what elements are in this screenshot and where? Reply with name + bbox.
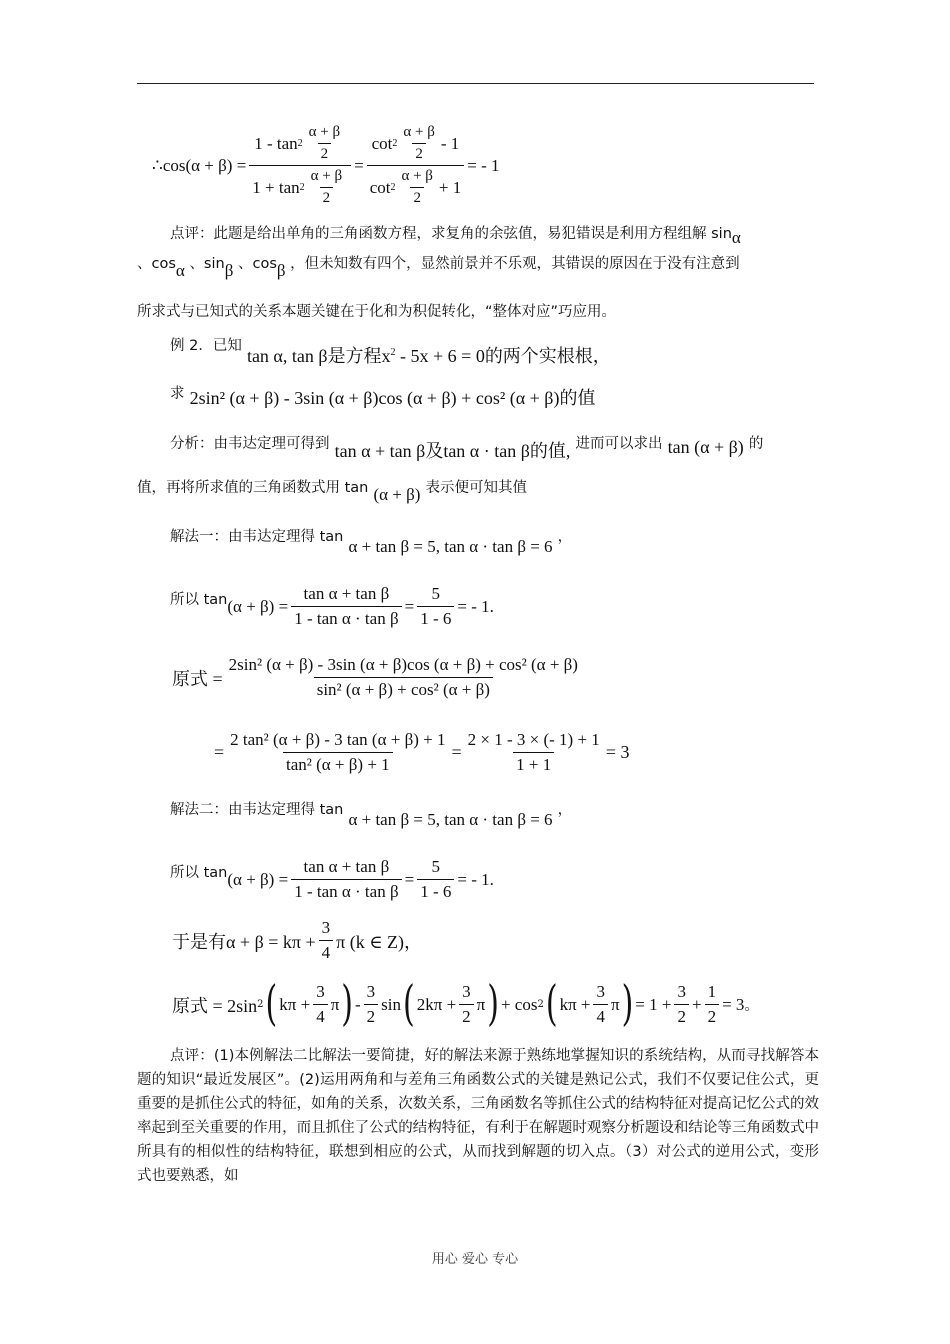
- solution1-tan-form: = $\frac{\text{2 tan² (α + β) - 3 tan (α + β) + 1}}{\text{tan² (α + β) + 1}}$ = $\frac{2 \times 1 - 3 \times (- 1) + 1}{1 + 1}$ = 3: [214, 730, 630, 774]
- analysis-line2: 值，再将所求值的三角函数式用 tan (α + β) 表示便可知其值: [137, 480, 528, 504]
- fraction-tan: 1 - tan 2 $\frac{\alpha + \beta}{2}$ 1 + tan 2 $\frac{\alpha + \beta}{2}$: [249, 124, 351, 207]
- comment2-paragraph: 点评：(1)本例解法二比解法一要简捷，好的解法来源于熟练地掌握知识的系统结构，从而寻找解答本题的知识“最近发展区”。(2)运用两角和与差角三角函数公式的关键是熟记公式，我们不仅要记住公式，更重要的是抓住公式的特征，如角的关系，次数关系，三角函数名等抓住公式的结构特征对提高记忆公式的效率起到至关重要的作用，而且抓住了公式的结构特征，有利于在解题时观察分析题设和结论等三角函数式中所具有的相似性的结构特征，联想到相应的公式，从而找到解题的切入点。（3）对公式的逆用公式，变形式也要熟悉，如: [137, 1048, 819, 1184]
- comment1-line2: 、cosα 、sinβ 、cosβ ，但未知数有四个，显然前景并不乐观，其错误的原因在于没有注意到: [137, 256, 740, 280]
- example2-question: 求 2sin² (α + β) - 3sin (α + β)cos (α + β) + cos² (α + β)的值: [170, 386, 596, 408]
- formula-cos-sum: ∴cos(α + β) = 1 - tan 2 $\frac{\alpha + \beta}{2}$ 1 + tan 2 $\frac{\alpha + \beta}{2}$ = cot 2 $\frac{\alpha + \beta}{2}$ - 1 cot 2 $\frac{\alpha + \beta}{2}$ + 1 = - 1: [152, 124, 500, 206]
- solution2-tan-sum: 所以 tan (α + β) = $\frac{\text{tan α + tan β}}{\text{1 - tan α · tan β}}$ = $\frac{5}{1 - 6}$ = - 1.: [170, 857, 494, 901]
- solution1-original-expr: 原式 = $\frac{\text{2sin² (α + β) - 3sin (α + β)cos (α + β) + cos² (α + β)}}{\text{sin² (α + β) + cos² (α + β)}}$: [172, 655, 578, 699]
- formula-lhs: ∴cos(α + β) =: [152, 155, 247, 175]
- solution1-vieta: 解法一：由韦达定理得 tan α + tan β = 5, tan α · tan β = 6 ，: [170, 529, 573, 556]
- example2-statement: 例 2．已知 tan α, tan β是方程$x^2 - 5x + 6 = 0$的两个实根根，: [170, 338, 611, 366]
- fraction-cot: cot 2 $\frac{\alpha + \beta}{2}$ - 1 cot 2 $\frac{\alpha + \beta}{2}$ + 1: [367, 124, 465, 207]
- analysis-line1: 分析：由韦达定理可得到 tan α + tan β及tan α · tan β的值, 进而可以求出 tan (α + β) 的: [170, 436, 764, 461]
- comment1-line3: 所求式与已知式的关系本题关键在于化和为积促转化，“整体对应”巧应用。: [137, 304, 617, 320]
- page-footer: 用心 爱心 专心: [431, 1252, 519, 1267]
- solution1-tan-sum: 所以 tan (α + β) = $\frac{\text{tan α + tan β}}{\text{1 - tan α · tan β}}$ = $\frac{5}{1 - 6}$ = - 1.: [170, 584, 494, 628]
- header-rule: [137, 83, 814, 84]
- solution2-original-expr: 原式 = 2sin 2 ( kπ + $\frac{3}{4}$ π ) - $\frac{3}{2}$ sin ( 2kπ + $\frac{3}{2}$ π ) + cos 2 ( kπ + $\frac{3}{4}$ π ) = 1 + $\frac{3}{2}$ + $\frac{1}{2}$ = 3 。: [172, 975, 759, 1032]
- solution2-angle-relation: 于是有α + β = kπ + $\frac{3}{4}$ π (k ∈ Z)，: [172, 918, 423, 962]
- comment1-line1: 点评：此题是给出单角的三角函数方程，求复角的余弦值，易犯错误是利用方程组解 sinα: [170, 226, 741, 247]
- solution2-vieta: 解法二：由韦达定理得 tan α + tan β = 5, tan α · tan β = 6 ，: [170, 802, 573, 829]
